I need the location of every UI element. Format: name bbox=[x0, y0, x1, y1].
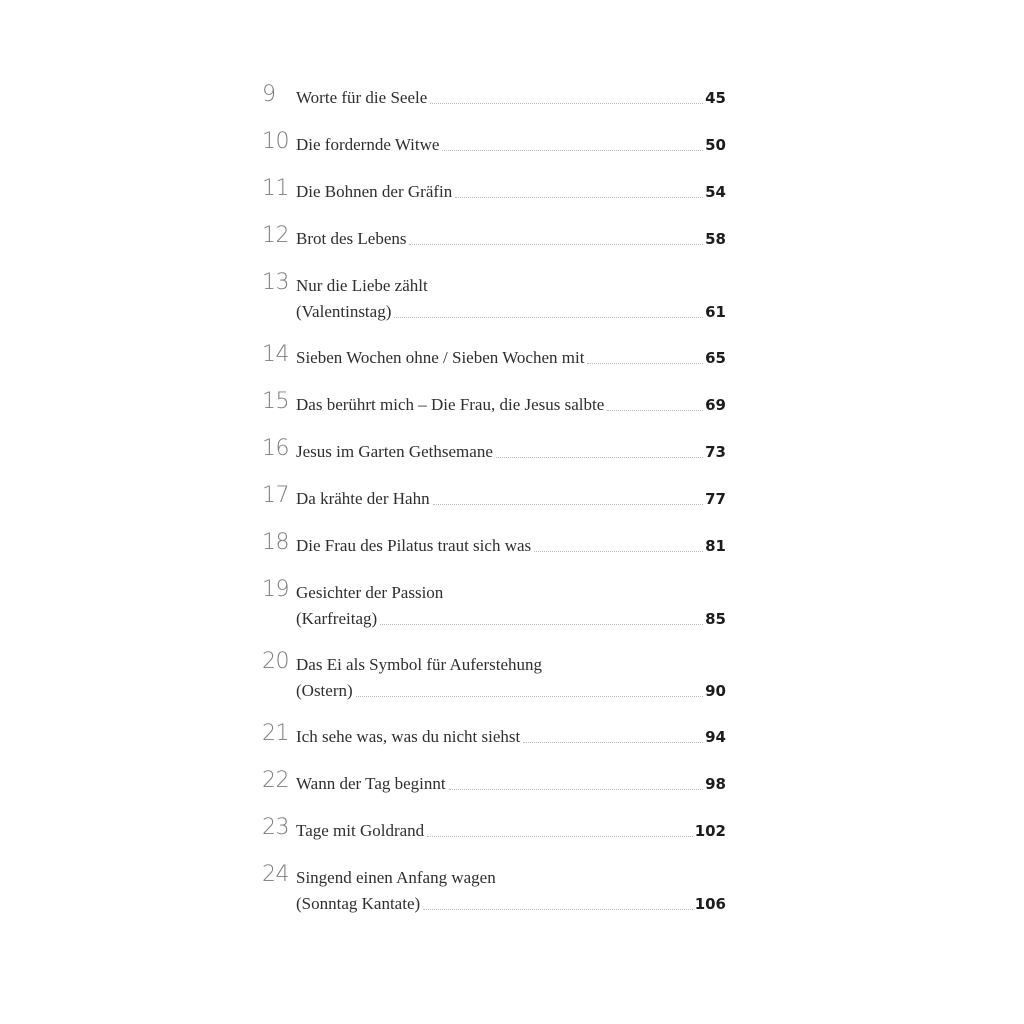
dot-leader bbox=[380, 624, 703, 625]
chapter-title: Nur die Liebe zählt bbox=[296, 276, 428, 295]
chapter-title: Das Ei als Symbol für Auferstehung bbox=[296, 655, 542, 674]
chapter-title-block bbox=[296, 815, 726, 844]
toc-entry bbox=[262, 223, 726, 252]
toc-entry bbox=[262, 82, 726, 111]
page-number: 65 bbox=[705, 349, 726, 367]
chapter-title-line bbox=[296, 771, 726, 797]
chapter-number: 12 bbox=[262, 223, 289, 248]
dot-leader bbox=[433, 504, 704, 505]
chapter-title: Gesichter der Passion bbox=[296, 583, 444, 602]
page-number: 61 bbox=[705, 303, 726, 321]
dot-leader bbox=[409, 244, 703, 245]
chapter-title-line bbox=[296, 606, 726, 632]
chapter-title-line bbox=[296, 439, 726, 465]
chapter-title-block bbox=[296, 862, 726, 917]
chapter-number: 9 bbox=[262, 82, 276, 107]
dot-leader bbox=[427, 836, 693, 837]
chapter-title: (Sonntag Kantate) bbox=[296, 894, 421, 913]
chapter-title-block bbox=[296, 389, 726, 418]
toc-entry bbox=[262, 862, 726, 917]
chapter-title-block bbox=[296, 129, 726, 158]
toc-entry bbox=[262, 649, 726, 704]
chapter-number: 21 bbox=[262, 721, 289, 746]
toc-entry bbox=[262, 436, 726, 465]
chapter-number: 11 bbox=[262, 176, 289, 201]
chapter-title-line bbox=[296, 678, 726, 704]
dot-leader bbox=[534, 551, 703, 552]
chapter-title-block bbox=[296, 577, 726, 632]
chapter-title-line bbox=[296, 226, 726, 252]
chapter-number: 18 bbox=[262, 530, 289, 555]
toc-entry bbox=[262, 815, 726, 844]
chapter-number: 19 bbox=[262, 577, 289, 602]
chapter-title-line bbox=[296, 486, 726, 512]
chapter-title: Wann der Tag beginnt bbox=[296, 774, 446, 793]
page-number: 98 bbox=[705, 775, 726, 793]
chapter-number: 13 bbox=[262, 270, 289, 295]
chapter-title-block bbox=[296, 721, 726, 750]
chapter-title-line bbox=[296, 533, 726, 559]
chapter-title-line bbox=[296, 85, 726, 111]
chapter-title-block bbox=[296, 530, 726, 559]
chapter-title-block bbox=[296, 270, 726, 325]
page-number: 77 bbox=[705, 490, 726, 508]
page-number: 94 bbox=[705, 728, 726, 746]
page-number: 54 bbox=[705, 183, 726, 201]
toc-entry bbox=[262, 577, 726, 632]
chapter-number: 14 bbox=[262, 342, 289, 367]
chapter-title-line bbox=[296, 580, 726, 606]
chapter-title-line bbox=[296, 392, 726, 418]
chapter-title-line bbox=[296, 299, 726, 325]
chapter-number: 16 bbox=[262, 436, 289, 461]
chapter-title: Die Bohnen der Gräfin bbox=[296, 182, 453, 201]
chapter-title-block bbox=[296, 342, 726, 371]
chapter-number: 10 bbox=[262, 129, 289, 154]
toc-entry bbox=[262, 176, 726, 205]
toc-entry bbox=[262, 530, 726, 559]
chapter-title: Das berührt mich – Die Frau, die Jesus salbte bbox=[296, 395, 605, 414]
chapter-title: Tage mit Goldrand bbox=[296, 821, 425, 840]
toc-entry bbox=[262, 129, 726, 158]
page-number: 81 bbox=[705, 537, 726, 555]
chapter-title-block bbox=[296, 223, 726, 252]
page-number: 90 bbox=[705, 682, 726, 700]
page-number: 106 bbox=[694, 895, 726, 913]
chapter-title-block bbox=[296, 82, 726, 111]
dot-leader bbox=[394, 317, 703, 318]
chapter-title-block bbox=[296, 483, 726, 512]
chapter-title: Die Frau des Pilatus traut sich was bbox=[296, 536, 532, 555]
chapter-number: 23 bbox=[262, 815, 289, 840]
toc-entry bbox=[262, 389, 726, 418]
chapter-title-line bbox=[296, 724, 726, 750]
chapter-title-line bbox=[296, 179, 726, 205]
dot-leader bbox=[455, 197, 703, 198]
page-number: 85 bbox=[705, 610, 726, 628]
page-number: 69 bbox=[705, 396, 726, 414]
chapter-title-line bbox=[296, 273, 726, 299]
dot-leader bbox=[523, 742, 703, 743]
page-number: 58 bbox=[705, 230, 726, 248]
dot-leader bbox=[607, 410, 703, 411]
toc-entry bbox=[262, 342, 726, 371]
chapter-title: Brot des Lebens bbox=[296, 229, 407, 248]
chapter-title: Sieben Wochen ohne / Sieben Wochen mit bbox=[296, 348, 585, 367]
dot-leader bbox=[496, 457, 703, 458]
chapter-title: Worte für die Seele bbox=[296, 88, 428, 107]
chapter-title: Singend einen Anfang wagen bbox=[296, 868, 496, 887]
chapter-number: 24 bbox=[262, 862, 289, 887]
dot-leader bbox=[430, 103, 703, 104]
chapter-title-line bbox=[296, 345, 726, 371]
chapter-title: Da krähte der Hahn bbox=[296, 489, 430, 508]
dot-leader bbox=[449, 789, 704, 790]
dot-leader bbox=[442, 150, 703, 151]
table-of-contents bbox=[262, 82, 726, 934]
dot-leader bbox=[587, 363, 703, 364]
chapter-number: 17 bbox=[262, 483, 289, 508]
chapter-title: Die fordernde Witwe bbox=[296, 135, 440, 154]
chapter-title-block bbox=[296, 649, 726, 704]
chapter-title-line bbox=[296, 865, 726, 891]
page-number: 50 bbox=[705, 136, 726, 154]
chapter-number: 20 bbox=[262, 649, 289, 674]
page-number: 73 bbox=[705, 443, 726, 461]
chapter-title-line bbox=[296, 132, 726, 158]
chapter-title-line bbox=[296, 652, 726, 678]
chapter-title: (Valentinstag) bbox=[296, 302, 392, 321]
toc-entry bbox=[262, 270, 726, 325]
chapter-title-line bbox=[296, 818, 726, 844]
dot-leader bbox=[356, 696, 703, 697]
chapter-title-block bbox=[296, 436, 726, 465]
chapter-title: Jesus im Garten Gethsemane bbox=[296, 442, 493, 461]
page-number: 102 bbox=[694, 822, 726, 840]
chapter-number: 15 bbox=[262, 389, 289, 414]
chapter-number: 22 bbox=[262, 768, 289, 793]
toc-entry bbox=[262, 721, 726, 750]
chapter-title-block bbox=[296, 768, 726, 797]
chapter-title: (Karfreitag) bbox=[296, 609, 378, 628]
page-number: 45 bbox=[705, 89, 726, 107]
dot-leader bbox=[423, 909, 693, 910]
chapter-title-block bbox=[296, 176, 726, 205]
chapter-title: (Ostern) bbox=[296, 681, 353, 700]
chapter-title: Ich sehe was, was du nicht siehst bbox=[296, 727, 521, 746]
chapter-title-line bbox=[296, 891, 726, 917]
toc-entry bbox=[262, 768, 726, 797]
toc-entry bbox=[262, 483, 726, 512]
